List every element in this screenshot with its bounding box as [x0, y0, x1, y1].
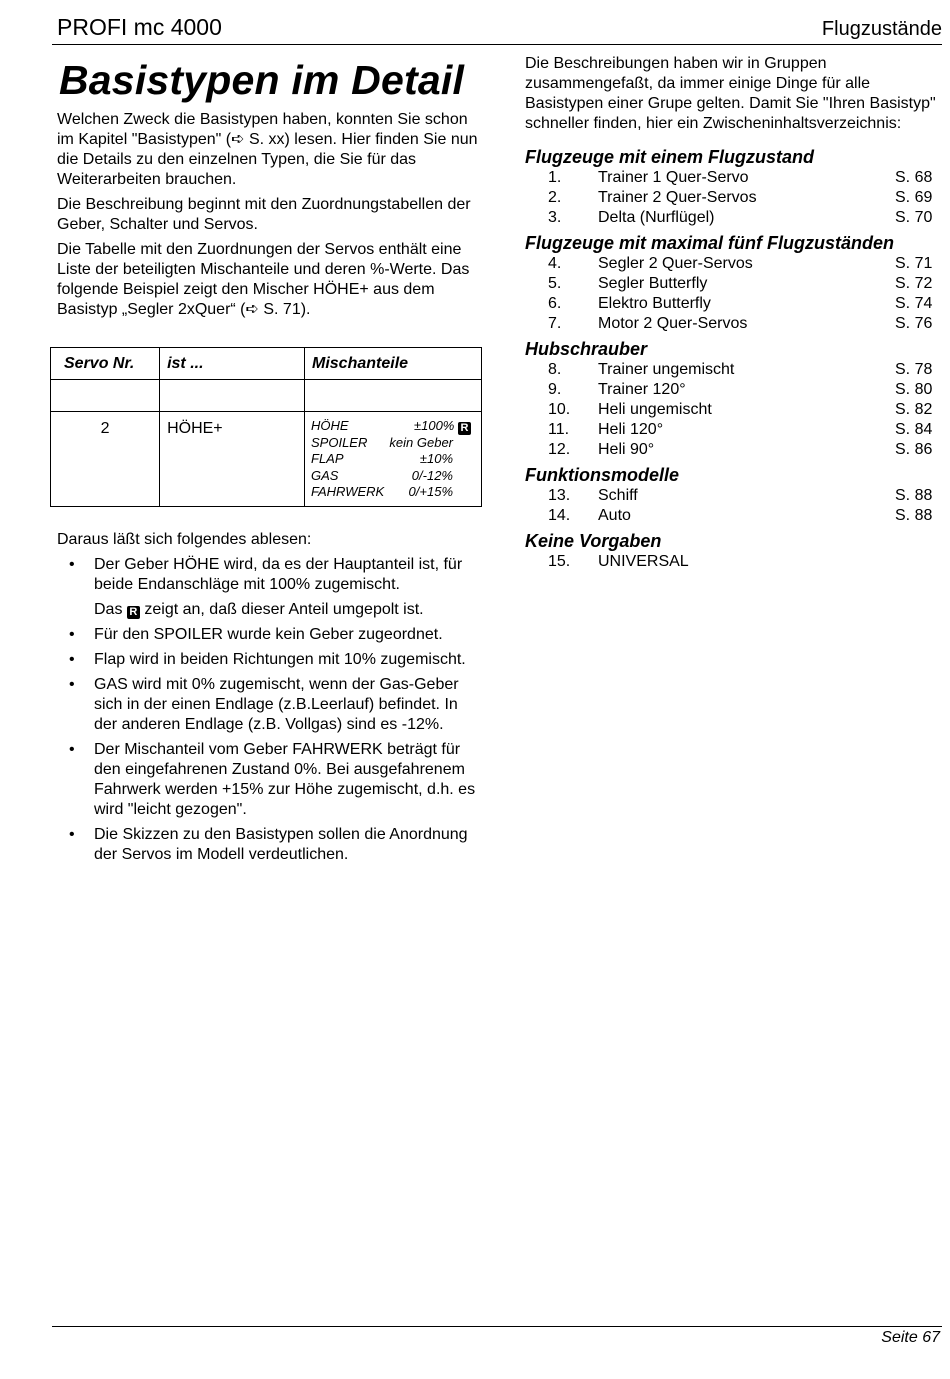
toc-entry-page: S. 74 [895, 295, 933, 312]
toc-entry-page: S. 69 [895, 189, 933, 206]
explanation-intro: Daraus läßt sich folgendes ablesen: [57, 531, 312, 548]
toc-entry-page [895, 552, 937, 572]
toc-entry-number: 2. [548, 189, 562, 206]
toc-section-title: Hubschrauber [525, 339, 648, 359]
mix-row-spoiler [311, 435, 453, 451]
toc-section [525, 531, 937, 572]
toc-entry-number: 4. [548, 255, 562, 272]
table-header-servo-nr: Servo Nr. [51, 348, 160, 380]
toc-entry [525, 314, 937, 334]
toc-entry-number: 10. [548, 401, 571, 418]
list-item [57, 625, 482, 645]
explanation-list [57, 555, 482, 865]
footer-rule [52, 1326, 942, 1327]
toc-entry [525, 440, 937, 460]
toc-entry-number: 12. [548, 441, 571, 458]
toc-section [525, 465, 937, 526]
toc-entry-page: S. 88 [895, 507, 933, 524]
toc-entry-number: 15. [548, 553, 571, 570]
toc-entry-name: Trainer ungemischt [598, 361, 735, 378]
toc-entry-page: S. 80 [895, 381, 933, 398]
toc-entry [525, 360, 937, 380]
mix-value: 0/+15% [408, 483, 453, 499]
toc-entry-number: 11. [548, 421, 570, 438]
servo-nr-cell: 2 [51, 412, 160, 507]
toc-entry-name: Auto [598, 507, 631, 524]
toc-section [525, 147, 937, 228]
list-item-note: Das R zeigt an, daß dieser Anteil umgepolt ist. [94, 601, 424, 618]
header-product-name: PROFI mc 4000 [57, 14, 222, 40]
ist-cell: HÖHE+ [160, 412, 305, 507]
reverse-icon: R [127, 606, 140, 619]
page-title: Basistypen im Detail [59, 57, 465, 103]
list-item [57, 740, 482, 820]
explanation-section [57, 530, 482, 870]
toc-entry [525, 380, 937, 400]
toc-entry [525, 506, 937, 526]
table-cell [160, 380, 305, 412]
toc-entry-name: Schiff [598, 487, 638, 504]
mix-value: 0/-12% [411, 467, 453, 483]
toc-entry-name: Delta (Nurflügel) [598, 209, 715, 226]
table-header-ist: ist ... [160, 348, 305, 380]
bullet-icon: • [69, 826, 75, 843]
toc-entry-page: S. 84 [895, 421, 933, 438]
mix-value: ±100% R [414, 418, 471, 435]
list-item [57, 555, 482, 620]
toc-section-title: Flugzeuge mit einem Flugzustand [525, 147, 815, 167]
toc-entry-number: 7. [548, 315, 562, 332]
table-blank-row [51, 380, 482, 412]
reverse-icon: R [458, 422, 471, 435]
list-item-text: Flap wird in beiden Richtungen mit 10% zugemischt. [94, 651, 466, 668]
toc-entry-page: S. 71 [895, 255, 933, 272]
toc-section-title: Funktionsmodelle [525, 465, 680, 485]
mischanteile-cell [305, 412, 482, 507]
toc-entry-number: 9. [548, 381, 562, 398]
toc-entry-page: S. 76 [895, 315, 933, 332]
toc-entry-name: UNIVERSAL [598, 553, 689, 570]
toc-entry [525, 552, 937, 572]
toc-entry [525, 400, 937, 420]
mix-value: kein Geber [389, 435, 453, 450]
toc-section-title: Keine Vorgaben [525, 531, 662, 551]
intro-paragraph-3: Die Tabelle mit den Zuordnungen der Servos enthält eine Liste der beteiligten Mischanteile und deren %-Werte. Das folgende Beispiel zeigt den Mischer HÖHE+ aus dem Basistyp „Segler 2xQuer“ (➪ S. 71). [57, 241, 470, 318]
toc-entry-name: Segler Butterfly [598, 275, 708, 292]
mix-name: FLAP [311, 451, 344, 467]
mix-name: HÖHE [311, 418, 349, 433]
toc-entry-page: S. 68 [895, 169, 933, 186]
left-column [57, 54, 482, 325]
toc-entry-name: Trainer 2 Quer-Servos [598, 189, 757, 206]
toc-entry-name: Segler 2 Quer-Servos [598, 255, 753, 272]
toc-entry-page: S. 82 [895, 401, 933, 418]
intro-paragraph-2: Die Beschreibung beginnt mit den Zuordnungstabellen der Geber, Schalter und Servos. [57, 196, 471, 233]
mix-row-hoehe [311, 418, 471, 435]
toc-entry-name: Trainer 120° [598, 381, 686, 398]
toc-description: Die Beschreibungen haben wir in Gruppen zusammengefaßt, da immer einige Dinge für alle Basistypen einer Grupe gelten. Damit Sie "Ihren Basistyp" schneller finden, hier ein Zwischeninhaltsverzeichnis: [525, 55, 936, 132]
mix-row-fahrwerk [311, 484, 453, 500]
toc-entry-page: S. 78 [895, 361, 933, 378]
toc-entry [525, 188, 937, 208]
toc-entry-number: 14. [548, 507, 571, 524]
list-item [57, 650, 482, 670]
list-item [57, 825, 482, 865]
toc-section [525, 233, 937, 334]
toc-entry-page: S. 88 [895, 487, 933, 504]
servo-assignment-table [50, 347, 482, 507]
list-item-text: GAS wird mit 0% zugemischt, wenn der Gas-Geber sich in der einen Endlage (z.B.Leerlauf) befindet. In der anderen Endlage (z.B. Vollgas) sind es -12%. [94, 676, 459, 733]
list-item-text: Der Mischanteil vom Geber FAHRWERK beträgt für den eingefahrenen Zustand 0%. Bei ausgefahrenem Fahrwerk werden +15% zur Höhe zugemischt, d.h. es wird "leicht gezogen". [94, 741, 476, 818]
toc-section-title: Flugzeuge mit maximal fünf Flugzuständen [525, 233, 895, 253]
list-item-text: Die Skizzen zu den Basistypen sollen die Anordnung der Servos im Modell verdeutlichen. [94, 826, 468, 863]
right-column [525, 54, 937, 577]
toc-entry [525, 294, 937, 314]
toc-entry [525, 168, 937, 188]
toc-entry [525, 274, 937, 294]
bullet-icon: • [69, 741, 75, 758]
intro-paragraph-1: Welchen Zweck die Basistypen haben, konnten Sie schon im Kapitel "Basistypen" (➪ S. xx) lesen. Hier finden Sie nun die Details zu den einzelnen Typen, die Sie für das Weiterarbeiten brauchen. [57, 111, 478, 188]
toc-entry-name: Heli 90° [598, 441, 655, 458]
mix-name: FAHRWERK [311, 483, 385, 499]
table-cell [305, 380, 482, 412]
toc-entry-name: Trainer 1 Quer-Servo [598, 169, 749, 186]
list-item-text: Für den SPOILER wurde kein Geber zugeordnet. [94, 626, 443, 643]
toc-entry-page: S. 70 [895, 209, 933, 226]
table-header-row [51, 348, 482, 380]
mix-row-flap [311, 451, 453, 467]
toc-entry-name: Motor 2 Quer-Servos [598, 315, 748, 332]
page-number: Seite 67 [881, 1329, 940, 1346]
toc-entry-number: 13. [548, 487, 571, 504]
toc-entry-name: Heli ungemischt [598, 401, 712, 418]
toc-entry [525, 420, 937, 440]
toc-entry [525, 208, 937, 228]
toc-entry-name: Heli 120° [598, 421, 664, 438]
bullet-icon: • [69, 626, 75, 643]
toc-section [525, 339, 937, 460]
header-chapter-name: Flugzustände [821, 18, 942, 40]
toc-entry-number: 8. [548, 361, 562, 378]
toc-entry-page: S. 72 [895, 275, 933, 292]
toc-entry [525, 486, 937, 506]
bullet-icon: • [69, 556, 75, 573]
table-header-mischanteile: Mischanteile [305, 348, 482, 380]
toc-entry-number: 3. [548, 209, 562, 226]
table-row [51, 412, 482, 507]
header-rule [52, 44, 942, 45]
mix-value: ±10% [419, 451, 453, 467]
list-item-text: Der Geber HÖHE wird, da es der Hauptanteil ist, für beide Endanschläge mit 100% zugemischt. [94, 556, 463, 593]
list-item [57, 675, 482, 735]
toc-entry-number: 1. [548, 169, 562, 186]
mix-name: GAS [311, 467, 339, 483]
toc-entry-name: Elektro Butterfly [598, 295, 711, 312]
toc-entry [525, 254, 937, 274]
toc-entry-number: 5. [548, 275, 562, 292]
toc-entry-number: 6. [548, 295, 562, 312]
toc-entry-page: S. 86 [895, 441, 933, 458]
bullet-icon: • [69, 651, 75, 668]
table-cell [51, 380, 160, 412]
bullet-icon: • [69, 676, 75, 693]
mix-name: SPOILER [311, 435, 368, 450]
mix-row-gas [311, 468, 453, 484]
